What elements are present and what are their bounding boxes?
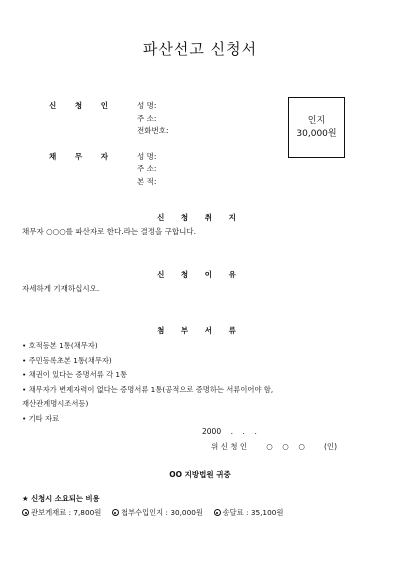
list-item: • 호적등본 1통(채무자) bbox=[22, 341, 98, 350]
stamp-label: 인지 bbox=[307, 115, 326, 126]
list-item: • 채무자가 변제자력이 없다는 증명서류 1통(공적으로 증명하는 서류이어야 함, bbox=[22, 384, 274, 394]
signature-applicant: 위 신 청 인 ○ ○ ○ (인) bbox=[211, 442, 338, 451]
applicant-heading: 신 청 인 bbox=[49, 101, 116, 110]
list-item: • 채권이 있다는 증명서류 각 1통 bbox=[22, 370, 128, 380]
reason-text: 자세하게 기재하십시오. bbox=[22, 284, 100, 293]
stamp-amount: 30,000원 bbox=[296, 128, 337, 139]
fee-delivery: 송달료 : 35,100원 bbox=[222, 508, 284, 517]
attachments-heading: 첨 부 서 류 bbox=[157, 326, 243, 335]
list-item: 재산관계명시조서등) bbox=[22, 399, 89, 409]
revenue-stamp-box bbox=[288, 97, 345, 158]
list-item: • 기타 자료 bbox=[22, 413, 60, 423]
list-item: • 주민등록초본 1통(채무자) bbox=[22, 355, 112, 365]
applicant-name-label: 성 명: bbox=[137, 101, 157, 110]
applicant-phone-label: 전화번호: bbox=[137, 126, 169, 135]
page-title: 파산선고 신청서 bbox=[142, 40, 258, 58]
fee-stamp: 첩부수입인지 : 30,000원 bbox=[120, 508, 203, 517]
debtor-address-label: 주 소: bbox=[137, 164, 157, 173]
fees-heading: ★ 신청시 소요되는 비용 bbox=[22, 494, 100, 503]
bullet-circle-icon bbox=[112, 509, 119, 516]
signature-date: 2000 . . . bbox=[202, 427, 257, 436]
bullet-circle-icon bbox=[214, 509, 221, 516]
attachments-list bbox=[22, 339, 273, 427]
debtor-name-label: 성 명: bbox=[137, 152, 157, 161]
purpose-text: 채무자 ○○○를 파산자로 한다.라는 결정을 구합니다. bbox=[22, 227, 196, 236]
debtor-heading: 채 무 자 bbox=[49, 152, 116, 161]
debtor-domicile-label: 본 적: bbox=[137, 177, 157, 186]
applicant-address-label: 주 소: bbox=[137, 114, 157, 123]
fee-gazette: 관보게재료 : 7,800원 bbox=[31, 508, 102, 517]
reason-heading: 신 청 이 유 bbox=[157, 270, 243, 279]
bullet-circle-icon bbox=[22, 509, 29, 516]
fees-row bbox=[22, 508, 283, 518]
court-addressee: OO 지방법원 귀중 bbox=[169, 470, 231, 479]
purpose-heading: 신 청 취 지 bbox=[157, 213, 243, 222]
